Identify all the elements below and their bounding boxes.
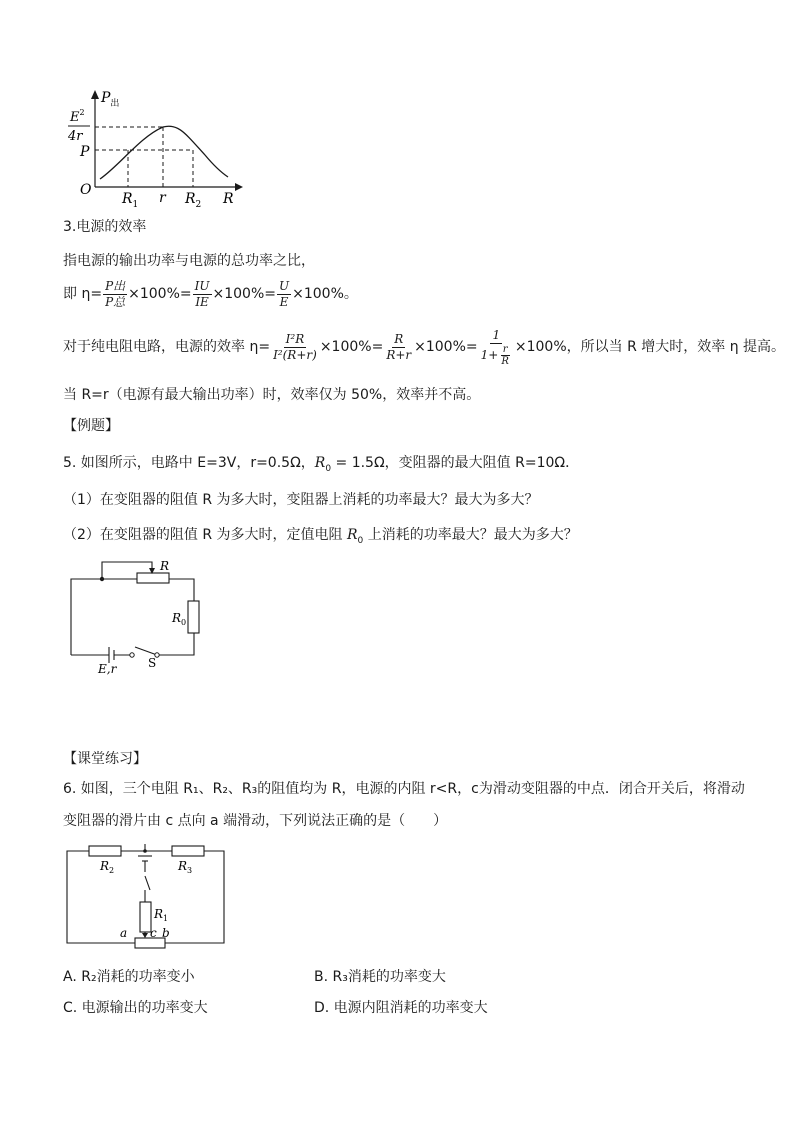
question-6-line-2: 变阻器的滑片由 c 点向 a 端滑动，下列说法正确的是（ ） <box>63 813 448 829</box>
origin-label: O <box>80 182 92 198</box>
question-6-line-1: 6. 如图，三个电阻 R₁、R₂、R₃的阻值均为 R，电源的内阻 r<R，c为滑动变阻器的中点．闭合开关后，将滑动 <box>63 781 745 797</box>
practice-header: 【课堂练习】 <box>63 751 147 767</box>
r2-circuit-label: R <box>100 859 110 873</box>
r-mid-label: r <box>159 190 166 206</box>
pure-resistor-formula: 对于纯电阻电路，电源的效率 η= $\frac{\text{I²R}}{\text{I²(R+r)}}$ ×100%= $\frac{R}{R+r}$ ×100%= 1 1+ $\frac{r}{R}$ ×100%，所以当 R 增大时，效率 η 提高。 <box>63 327 786 367</box>
option-c: C. 电源输出的功率变大 <box>63 1000 208 1016</box>
question-5-part-2: （2）在变阻器的阻值 R 为多大时，定值电阻 $R_0$ 上消耗的功率最大？最大为多大？ <box>63 527 578 546</box>
definition-text: 指电源的输出功率与电源的总功率之比， <box>63 253 315 269</box>
question-5-part-1: （1）在变阻器的阻值 R 为多大时，变阻器上消耗的功率最大？最大为多大？ <box>63 492 539 508</box>
point-b-label: b <box>162 926 170 940</box>
y-axis-sub: 出 <box>110 99 120 109</box>
efficiency-note: 当 R=r（电源有最大输出功率）时，效率仅为 50%，效率并不高。 <box>63 387 481 403</box>
question-5: 5. 如图所示，电路中 E=3V，r=0.5Ω，$R_0 = 1.5\Omega$，变阻器的最大阻值 R=10Ω． <box>63 455 580 474</box>
option-d: D. 电源内阻消耗的功率变大 <box>314 1000 488 1016</box>
option-a: A. R₂消耗的功率变小 <box>63 969 195 985</box>
power-curve <box>100 126 228 179</box>
switch-label: S <box>148 656 157 670</box>
power-curve-graph <box>60 85 250 210</box>
circuit-diagram-1 <box>62 555 212 680</box>
r1-label: R <box>122 191 133 207</box>
point-a-label: a <box>120 926 128 940</box>
svg-text:R2: $R_2$ <box>100 859 115 875</box>
efficiency-formula: 即 η= $\frac{\text{P出}}{\text{P总}}$ ×100%= $\frac{IU}{IE}$ ×100%= $\frac{U}{E}$ ×100%。 <box>63 278 358 309</box>
x-axis-label: R <box>223 191 234 207</box>
svg-text:R1: $R_1$ <box>122 191 139 210</box>
option-b: B. R₃消耗的功率变大 <box>314 969 446 985</box>
p-label: P <box>80 144 90 160</box>
example-header: 【例题】 <box>63 418 119 434</box>
svg-text:R2: $R_2$ <box>185 191 202 210</box>
circuit-diagram-2 <box>62 840 232 950</box>
max-label-den: 4r <box>68 129 83 144</box>
max-label-num: E <box>70 110 80 125</box>
svg-text:P出 <box>100 90 119 109</box>
svg-text:E2: $E^2$ <box>70 108 85 125</box>
svg-text:R0: $R_0$ <box>172 611 187 627</box>
r3-circuit-label: R <box>178 859 188 873</box>
svg-text:R1: $R_1$ <box>154 907 169 923</box>
point-c-label: c <box>150 926 157 940</box>
y-axis-label: P <box>101 90 111 106</box>
r0-label: R <box>172 611 182 625</box>
r1-circuit-label: R <box>154 907 164 921</box>
source-label: E,r <box>98 662 117 676</box>
svg-text:R3: $R_3$ <box>178 859 193 875</box>
r2-label: R <box>185 191 196 207</box>
rheostat-label: R <box>160 559 170 573</box>
section-title: 3.电源的效率 <box>63 219 147 235</box>
